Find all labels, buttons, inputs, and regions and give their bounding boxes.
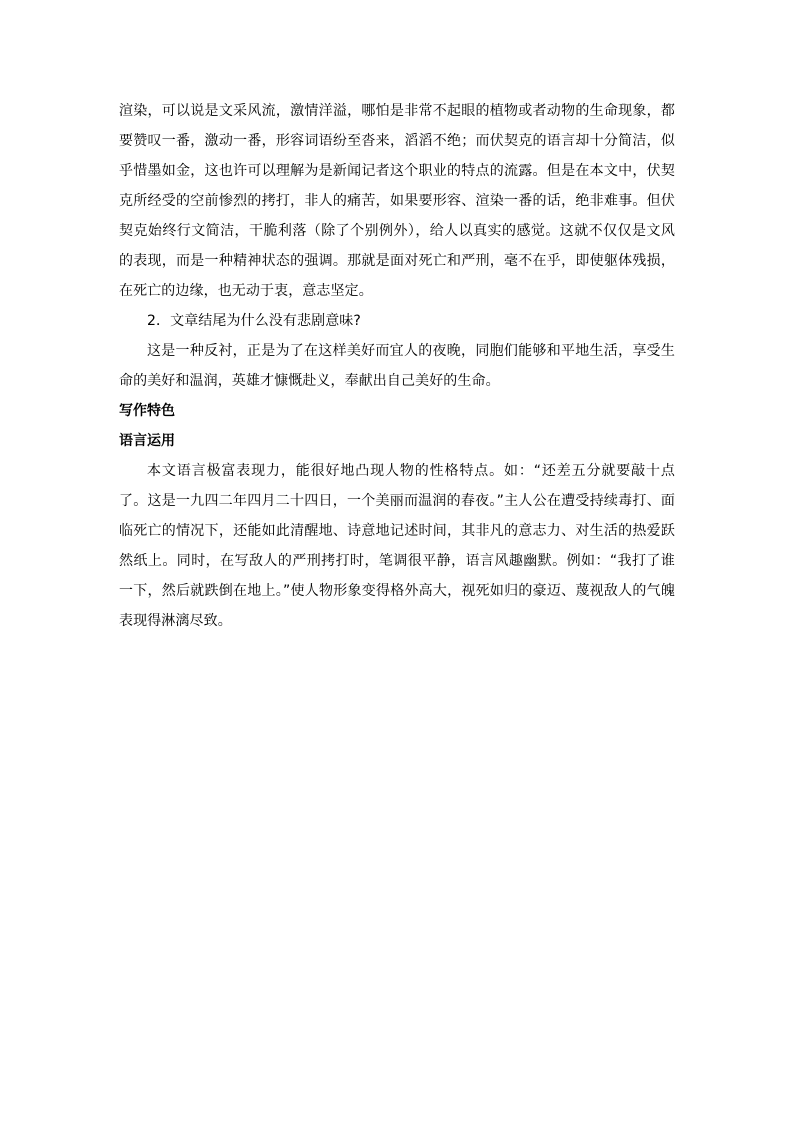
heading-language-use: 语言运用	[119, 433, 175, 449]
document-page	[119, 96, 675, 636]
paragraph-language-use: 本文语言极富表现力，能很好地凸现人物的性格特点。如：“还差五分就要敲十点了。这是一九四二年四月二十四日，一个美丽而温润的春夜。”主人公在遭受持续毒打、面临死亡的情况下，还能如此清醒地、诗意地记述时间，其非凡的意志力、对生活的热爱跃然纸上。同时，在写敌人的严刑拷打时，笔调很平静，语言风趣幽默。例如：“我打了谁一下，然后就跌倒在地上。”使人物形象变得格外高大，视死如归的豪迈、蔑视敌人的气魄表现得淋漓尽致。	[119, 463, 675, 629]
question-2: 2．文章结尾为什么没有悲剧意味?	[147, 313, 361, 329]
paragraph-style-analysis: 渲染，可以说是文采风流，激情洋溢，哪怕是非常不起眼的植物或者动物的生命现象，都要赞叹一番，激动一番，形容词语纷至沓来，滔滔不绝；而伏契克的语言却十分简洁，似乎惜墨如金，这也许可以理解为是新闻记者这个职业的特点的流露。但是在本文中，伏契克所经受的空前惨烈的拷打，非人的痛苦，如果要形容、渲染一番的话，绝非难事。但伏契克始终行文简洁，干脆利落（除了个别例外），给人以真实的感觉。这就不仅仅是文风的表现，而是一种精神状态的强调。那就是面对死亡和严刑，毫不在乎，即使躯体残损，在死亡的边缘，也无动于衷，意志坚定。	[119, 103, 675, 299]
heading-writing-features: 写作特色	[119, 403, 175, 419]
answer-2: 这是一种反衬，正是为了在这样美好而宜人的夜晚，同胞们能够和平地生活，享受生命的美好和温润，英雄才慷慨赴义，奉献出自己美好的生命。	[119, 343, 675, 389]
